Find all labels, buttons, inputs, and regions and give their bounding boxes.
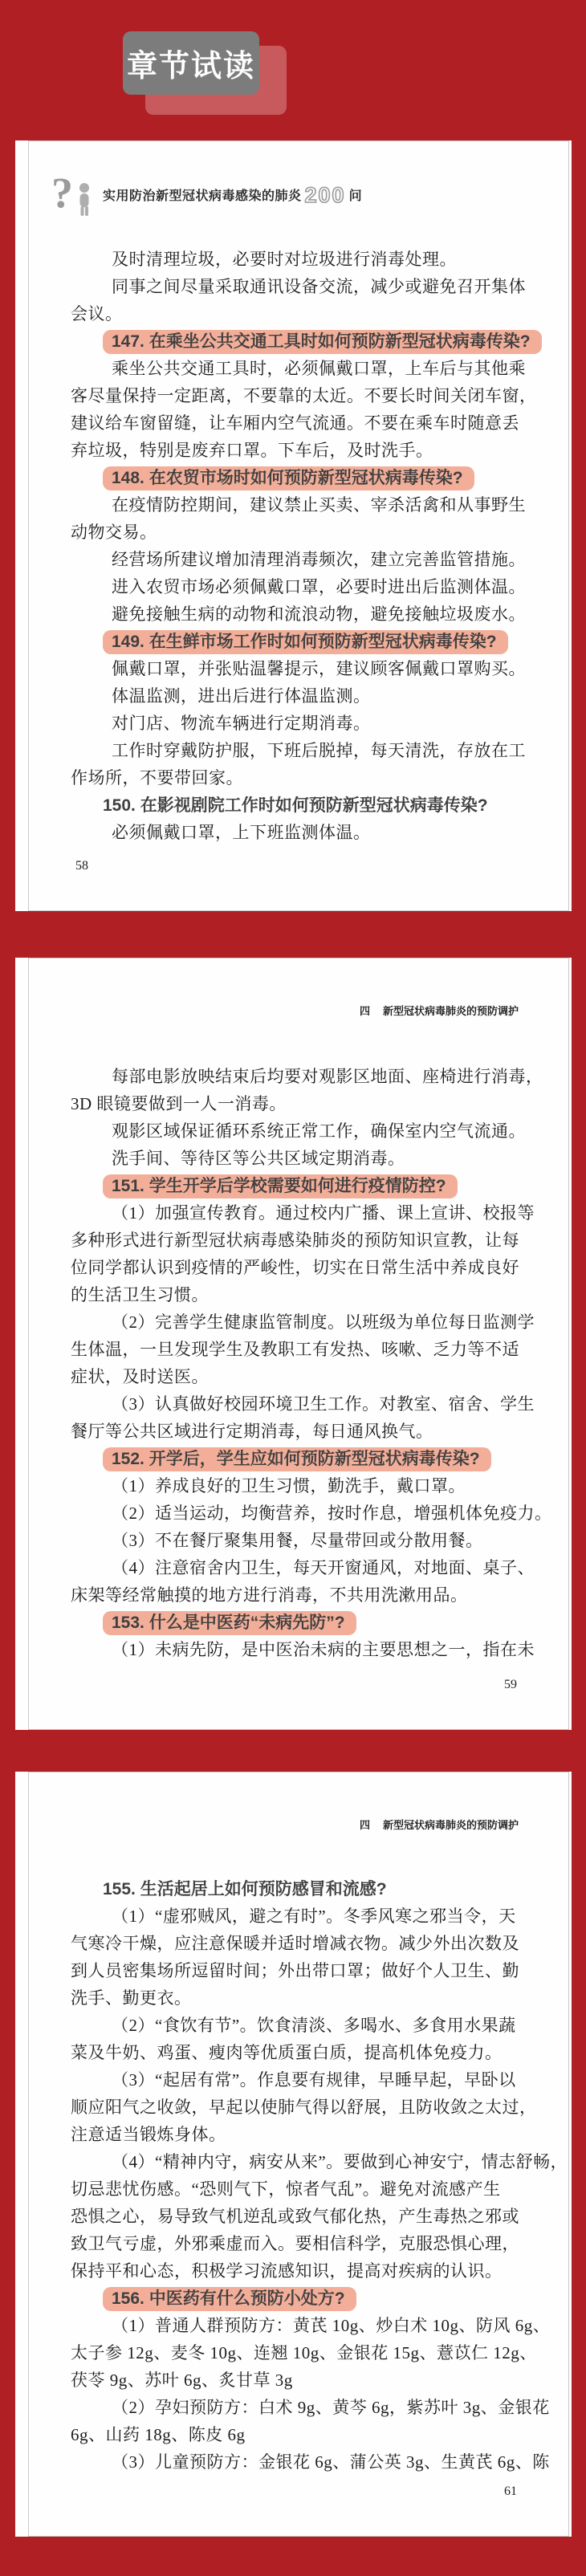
page-number: 61 bbox=[504, 2484, 517, 2498]
text-line: 工作时穿戴防护服，下班后脱掉，每天清洗，存放在工 bbox=[112, 741, 526, 760]
question-mark-figure-icon bbox=[51, 170, 95, 221]
text-line: 致卫气亏虚，外邪乘虚而入。要相信科学，克服恐惧心理， bbox=[71, 2234, 519, 2253]
text-line: 茯苓 9g、苏叶 6g、炙甘草 3g bbox=[71, 2370, 293, 2390]
text-line: 餐厅等公共区域进行定期消毒，每日通风换气。 bbox=[71, 1422, 433, 1441]
book-title bbox=[103, 183, 362, 208]
question-highlight: 153. 什么是中医药“未病先防”? bbox=[103, 1611, 356, 1635]
text-line: （2）适当运动，均衡营养，按时作息，增强机体免疫力。 bbox=[112, 1504, 552, 1523]
chapter-number: 四 bbox=[359, 1005, 370, 1017]
text-line: 弃垃圾，特别是废弃口罩。下车后，及时洗手。 bbox=[71, 441, 433, 460]
book-header bbox=[51, 169, 568, 218]
text-line: 佩戴口罩，并张贴温馨提示，建议顾客佩戴口罩购买。 bbox=[112, 659, 526, 678]
text-line: 观影区域保证循环系统正常工作，确保室内空气流通。 bbox=[112, 1121, 526, 1141]
text-line: 的生活卫生习惯。 bbox=[71, 1285, 209, 1304]
text-line: 3D 眼镜要做到一人一消毒。 bbox=[71, 1094, 287, 1113]
text-line: （3）“起居有常”。作息要有规律，早睡早起，早卧以 bbox=[112, 2070, 516, 2090]
question-highlight: 148. 在农贸市场时如何预防新型冠状病毒传染? bbox=[103, 466, 474, 490]
text-line: （1）养成良好的卫生习惯，勤洗手，戴口罩。 bbox=[112, 1476, 466, 1496]
page-body-text bbox=[71, 1063, 552, 1663]
question-heading bbox=[71, 464, 525, 491]
question-heading bbox=[71, 1609, 525, 1636]
text-line: 乘坐公共交通工具时，必须佩戴口罩，上车后与其他乘 bbox=[112, 359, 526, 378]
chapter-header bbox=[29, 1005, 568, 1018]
text-line: 体温监测，进出后进行体温监测。 bbox=[112, 686, 371, 706]
text-line: 每部电影放映结束后均要对观影区地面、座椅进行消毒， bbox=[112, 1067, 543, 1086]
book-title-suffix: 问 bbox=[348, 189, 363, 203]
question-heading bbox=[71, 2285, 525, 2312]
chapter-title: 新型冠状病毒肺炎的预防调护 bbox=[382, 1005, 519, 1017]
question-highlight: 149. 在生鲜市场工作时如何预防新型冠状病毒传染? bbox=[103, 630, 508, 654]
chapter-header bbox=[29, 1819, 568, 1832]
text-line: （2）孕妇预防方：白术 9g、黄芩 6g，紫苏叶 3g、金银花 bbox=[112, 2398, 550, 2417]
page-body-text bbox=[71, 1875, 568, 2476]
chapter-title: 新型冠状病毒肺炎的预防调护 bbox=[382, 1819, 519, 1831]
svg-text:?: ? bbox=[51, 169, 73, 217]
page-number: 59 bbox=[504, 1678, 517, 1691]
text-line: 太子参 12g、麦冬 10g、连翘 10g、金银花 15g、薏苡仁 12g、 bbox=[71, 2343, 537, 2362]
book-title-prefix: 实用防治新型冠状病毒感染的肺炎 bbox=[103, 189, 302, 203]
text-line: 切忌悲忧伤感。“恐则气下，惊者气乱”。避免对流感产生 bbox=[71, 2179, 501, 2199]
text-line: 作场所，不要带回家。 bbox=[71, 768, 243, 787]
banner-title-box bbox=[123, 31, 259, 95]
text-line: 在疫情防控期间，建议禁止买卖、宰杀活禽和从事野生 bbox=[112, 495, 526, 515]
question-heading bbox=[71, 1445, 525, 1472]
text-line: 菜及牛奶、鸡蛋、瘦肉等优质蛋白质，提高机体免疫力。 bbox=[71, 2043, 503, 2062]
text-line: （2）完善学生健康监管制度。以班级为单位每日监测学 bbox=[112, 1312, 535, 1332]
text-line: （1）“虚邪贼风，避之有时”。冬季风寒之邪当令，天 bbox=[112, 1907, 516, 1926]
chapter-number: 四 bbox=[359, 1819, 370, 1831]
text-line: 避免接触生病的动物和流浪动物，避免接触垃圾废水。 bbox=[112, 604, 526, 624]
text-line: 位同学都认识到疫情的严峻性，切实在日常生活中养成良好 bbox=[71, 1258, 519, 1277]
text-line: 会议。 bbox=[71, 304, 123, 324]
question-highlight: 152. 开学后，学生应如何预防新型冠状病毒传染? bbox=[103, 1447, 491, 1471]
page-scan-frame bbox=[28, 1772, 569, 2537]
question-text: 150. 在影视剧院工作时如何预防新型冠状病毒传染? bbox=[103, 796, 488, 815]
page-card bbox=[15, 140, 572, 911]
text-line: 洗手间、等待区等公共区域定期消毒。 bbox=[112, 1149, 405, 1168]
banner-title: 章节试读 bbox=[126, 50, 255, 83]
text-line: 床架等经常触摸的地方进行消毒，不共用洗漱用品。 bbox=[71, 1585, 468, 1605]
question-heading bbox=[71, 328, 531, 355]
text-line: （3）儿童预防方：金银花 6g、蒲公英 3g、生黄芪 6g、陈 bbox=[112, 2452, 550, 2472]
question-heading bbox=[71, 792, 525, 819]
page-scan-frame bbox=[28, 140, 569, 911]
text-line: （2）“食饮有节”。饮食清淡、多喝水、多食用水果蔬 bbox=[112, 2016, 516, 2035]
text-line: （4）注意宿舍内卫生，每天开窗通风，对地面、桌子、 bbox=[112, 1558, 535, 1577]
red-divider bbox=[0, 911, 586, 945]
text-line: 症状，及时送医。 bbox=[71, 1367, 209, 1386]
text-line: 必须佩戴口罩，上下班监测体温。 bbox=[112, 823, 371, 842]
red-divider bbox=[0, 1730, 586, 1759]
page-body-text bbox=[71, 246, 537, 846]
text-line: 生体温，一旦发现学生及教职工有发热、咳嗽、乏力等不适 bbox=[71, 1340, 519, 1359]
text-line: 同事之间尽量采取通讯设备交流，减少或避免召开集体 bbox=[112, 277, 526, 296]
question-text: 155. 生活起居上如何预防感冒和流感? bbox=[103, 1880, 387, 1898]
text-line: 对门店、物流车辆进行定期消毒。 bbox=[112, 714, 371, 733]
text-line: （3）不在餐厅聚集用餐，尽量带回或分散用餐。 bbox=[112, 1531, 483, 1550]
text-line: 经营场所建议增加清理消毒频次，建立完善监管措施。 bbox=[112, 550, 526, 569]
text-line: 多种形式进行新型冠状病毒感染肺炎的预防知识宣教，让每 bbox=[71, 1231, 519, 1250]
page-card bbox=[15, 1772, 572, 2537]
text-line: 到人员密集场所逗留时间；外出带口罩；做好个人卫生、勤 bbox=[71, 1961, 519, 1980]
text-line: 动物交易。 bbox=[71, 523, 157, 542]
question-highlight: 156. 中医药有什么预防小处方? bbox=[103, 2287, 356, 2311]
text-line: 6g、山药 18g、陈皮 6g bbox=[71, 2425, 246, 2444]
text-line: （1）加强宣传教育。通过校内广播、课上宣讲、校报等 bbox=[112, 1203, 535, 1223]
page-scan-frame bbox=[28, 958, 569, 1730]
text-line: 恐惧之心，易导致气机逆乱或致气郁化热，产生毒热之邪或 bbox=[71, 2207, 519, 2226]
text-line: （3）认真做好校园环境卫生工作。对教室、宿舍、学生 bbox=[112, 1394, 535, 1414]
text-line: 气寒冷干燥，应注意保暖并适时增减衣物。减少外出次数及 bbox=[71, 1934, 519, 1953]
text-line: 顺应阳气之收敛，早起以使肺气得以舒展，且防收敛之太过， bbox=[71, 2098, 537, 2117]
question-highlight: 151. 学生开学后学校需要如何进行疫情防控? bbox=[103, 1174, 458, 1198]
text-line: 洗手、勤更衣。 bbox=[71, 1988, 192, 2008]
question-heading bbox=[71, 1172, 525, 1199]
banner bbox=[0, 0, 586, 127]
text-line: 客尽量保持一定距离，不要靠的太近。不要长时间关闭车窗， bbox=[71, 386, 537, 405]
page-number: 58 bbox=[75, 859, 88, 873]
page-card bbox=[15, 958, 572, 1730]
text-line: 注意适当锻炼身体。 bbox=[71, 2125, 226, 2144]
text-line: （1）未病先防，是中医治未病的主要思想之一，指在未 bbox=[112, 1640, 535, 1659]
question-highlight: 147. 在乘坐公共交通工具时如何预防新型冠状病毒传染? bbox=[103, 330, 542, 354]
text-line: （1）普通人群预防方：黄芪 10g、炒白术 10g、防风 6g、 bbox=[112, 2316, 551, 2335]
text-line: 进入农贸市场必须佩戴口罩，必要时进出后监测体温。 bbox=[112, 577, 526, 596]
text-line: 及时清理垃圾，必要时对垃圾进行消毒处理。 bbox=[112, 250, 457, 269]
text-line: 保持平和心态，积极学习流感知识，提高对疾病的认识。 bbox=[71, 2261, 503, 2281]
book-title-number: 200 bbox=[304, 182, 346, 207]
question-heading bbox=[71, 1875, 525, 1902]
text-line: 建议给车窗留缝，让车厢内空气流通。不要在乘车时随意丢 bbox=[71, 413, 519, 433]
text-line: （4）“精神内守，病安从来”。要做到心神安宁，情志舒畅， bbox=[112, 2152, 568, 2171]
question-heading bbox=[71, 628, 525, 655]
